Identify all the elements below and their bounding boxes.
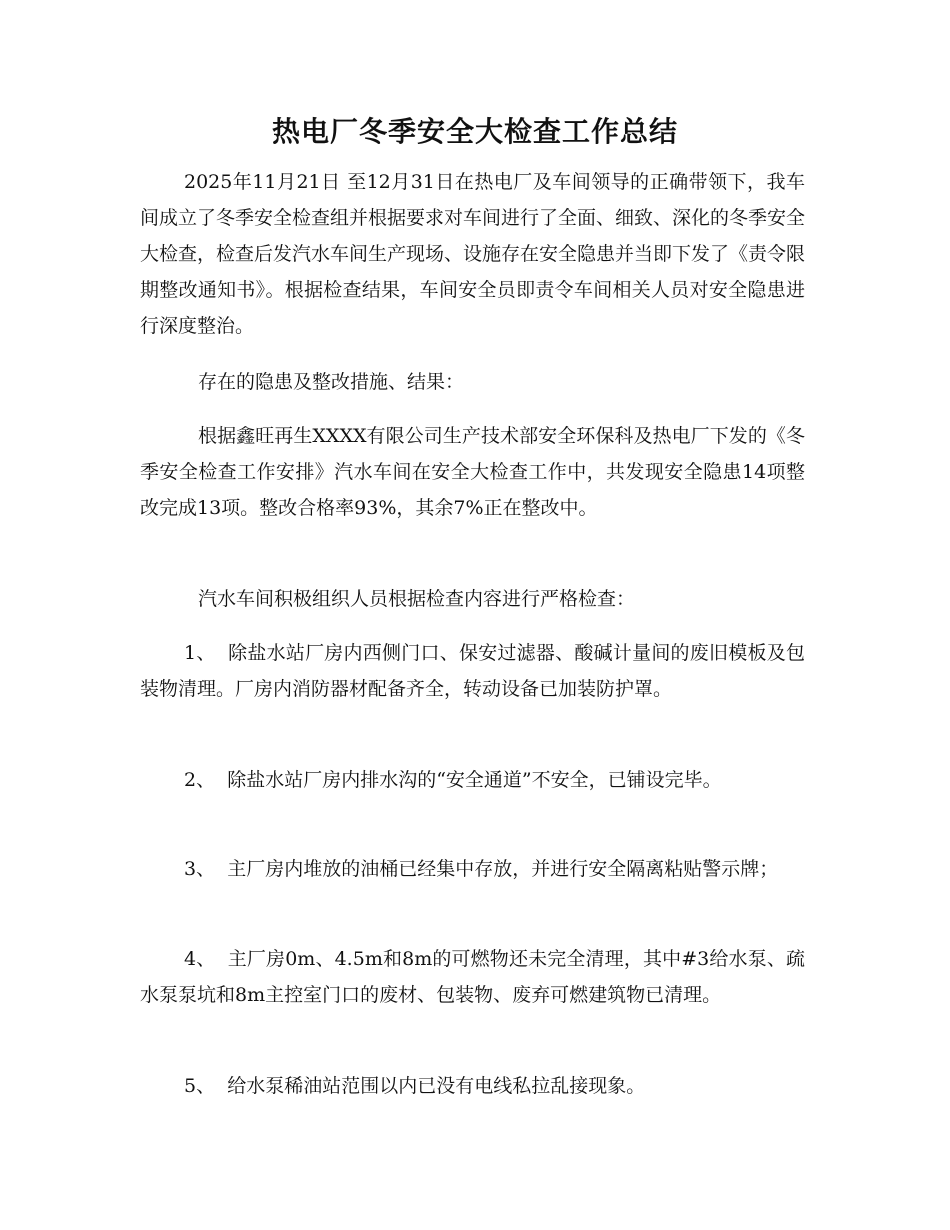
list-item-text: 除盐水站厂房内西侧门口、保安过滤器、酸碱计量间的废旧模板及包装物清理。厂房内消防器材配备齐全，转动设备已加装防护罩。: [140, 642, 805, 700]
list-item-text: 给水泵稀油站范围以内已没有电线私拉乱接现象。: [227, 1075, 646, 1097]
document-title: 热电厂冬季安全大检查工作总结: [271, 115, 678, 148]
list-item: [140, 851, 805, 887]
list-item-number: 4、: [184, 948, 216, 970]
list-item-text: 主厂房内堆放的油桶已经集中存放，并进行安全隔离粘贴警示牌；: [227, 858, 779, 880]
hazards-heading: 存在的隐患及整改措施、结果：: [198, 371, 465, 393]
list-item-text: 除盐水站厂房内排水沟的“安全通道”不安全，已铺设完毕。: [227, 769, 722, 791]
list-item-number: 3、: [184, 858, 216, 880]
list-item: [140, 1068, 805, 1104]
intro-paragraph: 2025年11月21日 至12月31日在热电厂及车间领导的正确带领下，我车间成立了冬季安全检查组并根据要求对车间进行了全面、细致、深化的冬季安全大检查，检查后发汽水车间生产现场、设施存在安全隐患并当即下发了《责令限期整改通知书》。根据检查结果，车间安全员即责令车间相关人员对安全隐患进行深度整治。: [140, 171, 806, 337]
inspection-intro: 汽水车间积极组织人员根据检查内容进行严格检查：: [198, 588, 636, 610]
list-item-number: 5、: [184, 1075, 216, 1097]
list-item: [140, 762, 805, 798]
basis-paragraph: 根据鑫旺再生XXXX有限公司生产技术部安全环保科及热电厂下发的《冬季安全检查工作安排》汽水车间在安全大检查工作中，共发现安全隐患14项整改完成13项。整改合格率93%，其余7%正在整改中。: [140, 425, 805, 519]
list-item: [140, 941, 805, 1013]
list-item-text: 主厂房0m、4.5m和8m的可燃物还未完全清理，其中#3给水泵、疏水泵泵坑和8m主控室门口的废材、包装物、废弃可燃建筑物已清理。: [140, 948, 805, 1006]
list-item-number: 2、: [184, 769, 216, 791]
list-item-number: 1、: [184, 642, 216, 664]
list-item: [140, 635, 805, 707]
